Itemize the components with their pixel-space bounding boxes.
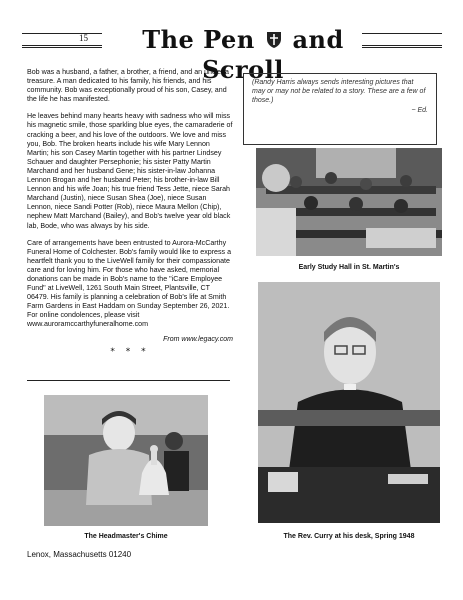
crest-icon bbox=[264, 30, 284, 50]
obituary-column bbox=[27, 68, 233, 357]
study-hall-photo bbox=[256, 148, 442, 256]
obituary-paragraph-1: Bob was a husband, a father, a brother, a friend, and an uncle; a treasure. A man dedicated to his family, his friends, and his community. Bob was exceptionally proud of his son, Casey, and the life he has manifested. bbox=[27, 68, 229, 104]
curry-caption: The Rev. Curry at his desk, Spring 1948 bbox=[283, 533, 415, 540]
footer-address: Lenox, Massachusetts 01240 bbox=[27, 550, 132, 559]
masthead-rule-left-bottom2 bbox=[22, 47, 102, 48]
masthead-rule-left-bottom bbox=[22, 45, 102, 46]
chime-caption: The Headmaster's Chime bbox=[84, 533, 168, 540]
obituary-paragraph-2: He leaves behind many hearts heavy with sadness who will miss his magnetic smile, those sparkling blue eyes, the camaraderie of cracking a beer, and his love of the outdoors. We love and miss you, Bob. The broken hearts include his wife Mary Lennon Martin; his son Casey Martin together with his partner Lindsey Schauer and daughter Persephonie; his sister Patty Martin Marchand and her husband Gene; his sister-in-law Johanna Lennon Brogan and her husband Peter; his brother-in-law Bill Lennon and his wife Joan; his true friend Tess Jette, niece Sarah Marchand (Justin), niece Susan Shea (Joe), niece Susan Lennon, niece Sandi Potter (Rob), niece Maura Mellon (Chip), nephew Matt Marchand (Bailey), and Bob's twelve year old black lab, Bode, who was always by his side. bbox=[27, 112, 233, 230]
masthead-rule-right-bottom bbox=[362, 45, 442, 46]
study-hall-caption: Early Study Hall in St. Martin's bbox=[298, 264, 400, 271]
section-separator: * * * bbox=[110, 346, 150, 357]
masthead-rule-right-top bbox=[362, 33, 442, 34]
editor-note-text: (Randy Harris always sends interesting pictures that may or may not be related to a story. These are a few of those.) bbox=[252, 79, 426, 105]
obituary-paragraph-3: Care of arrangements have been entrusted to Aurora-McCarthy Funeral Home of Colchester. Bob's family would like to express a heartfelt thank you to the LiveWell family for their compassionate care and for loving him. For those who have asked, memorial donations can be made in Bob's name to the "iCare Employee Fund" at LiveWell, 1261 South Main Street, Plantsville, CT 06479. His family is planning a celebration of Bob's life at Smith Farm Gardens in East Haddam on Sunday September 26, 2021. For online condolences, please visit www.auroramccarthyfuneralhome.com bbox=[27, 238, 232, 329]
title-left: The Pen bbox=[142, 25, 255, 54]
masthead bbox=[22, 25, 442, 84]
chime-photo bbox=[44, 395, 208, 526]
editor-note-box bbox=[243, 73, 437, 145]
title-right: and Scroll bbox=[202, 25, 344, 84]
editor-note-signature: ~ Ed. bbox=[411, 106, 428, 114]
masthead-rule-right-bottom2 bbox=[362, 47, 442, 48]
masthead-rule-left-top bbox=[22, 33, 102, 34]
column-divider-rule bbox=[27, 380, 230, 381]
curry-photo bbox=[258, 282, 440, 523]
page-number: 15 bbox=[79, 33, 88, 43]
obituary-source: From www.legacy.com bbox=[163, 335, 233, 343]
